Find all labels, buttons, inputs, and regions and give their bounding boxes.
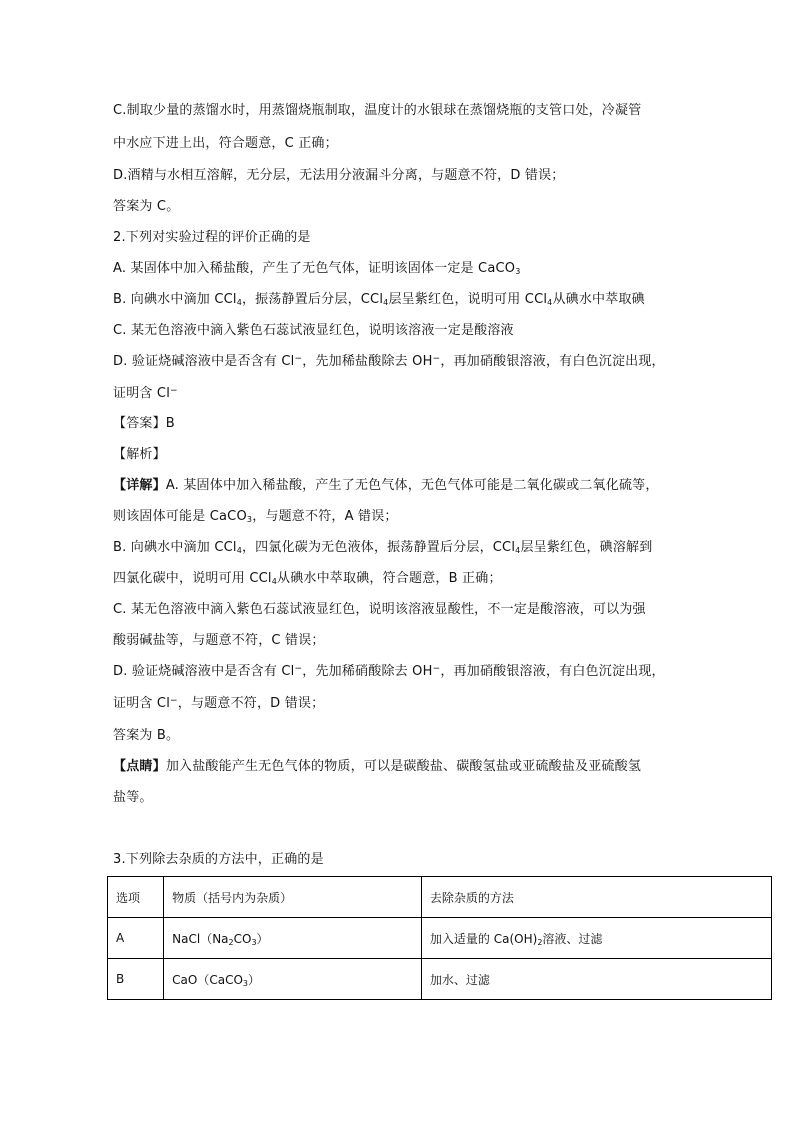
q2-option-a: A. 某固体中加入稀盐酸，产生了无色气体，证明该固体一定是 CaCO$_3$: [113, 261, 521, 276]
question-3-stem: 3.下列除去杂质的方法中，正确的是: [113, 852, 324, 867]
q2-analysis-label: 【解析】: [113, 447, 166, 462]
row-b-substance: CaO（CaCO$_3$）: [164, 959, 422, 1000]
q2-detail-line6: 酸弱碱盐等，与题意不符，C 错误；: [113, 633, 325, 648]
header-option: 选项: [108, 877, 164, 918]
q2-option-d-line1: D. 验证烧碱溶液中是否含有 Cl−，先加稀盐酸除去 OH−，再加硝酸银溶液，有白色沉淀出现，: [113, 354, 665, 369]
header-method: 去除杂质的方法: [421, 877, 771, 918]
table-header-row: [108, 877, 772, 918]
q2-tip-line1: 【点睛】加入盐酸能产生无色气体的物质，可以是碳酸盐、碳酸氢盐或亚硫酸盐及亚硫酸氢: [113, 759, 642, 774]
row-a-option: A: [108, 918, 164, 959]
row-a-substance: $NaCl(Na_2CO_3)$: [164, 918, 422, 959]
q2-detail-line5: C. 某无色溶液中滴入紫色石蕊试液显红色，说明该溶液显酸性，不一定是酸溶液，可以为强: [113, 602, 646, 617]
tip-label: 【点睛】: [113, 759, 166, 774]
c-option-explanation-line2: 中水应下进上出，符合题意，C 正确；: [113, 136, 338, 151]
q2-answer-label: 【答案】B: [113, 416, 175, 431]
q2-detail-line1: 【详解】A. 某固体中加入稀盐酸，产生了无色气体，无色气体可能是二氧化碳或二氧化硫等，: [113, 478, 659, 493]
d-option-explanation: D.酒精与水相互溶解，无分层，无法用分液漏斗分离，与题意不符，D 错误；: [113, 168, 565, 183]
q2-option-d-line2: 证明含 Cl−: [113, 386, 178, 401]
detail-label: 【详解】: [113, 478, 166, 493]
impurity-removal-table: [107, 876, 772, 1000]
q2-detail-line4: 四氯化碳中，说明可用 CCl$_4$从碘水中萃取碘，符合题意，B 正确；: [113, 571, 502, 586]
q2-detail-line2: 则该固体可能是 CaCO$_3$，与题意不符，A 错误；: [113, 509, 398, 524]
row-b-option: B: [108, 959, 164, 1000]
row-b-method: 加水、过滤: [421, 959, 771, 1000]
question-2-stem: 2.下列对实验过程的评价正确的是: [113, 230, 311, 245]
c-option-explanation-line1: C.制取少量的蒸馏水时，用蒸馏烧瓶制取，温度计的水银球在蒸馏烧瓶的支管口处，冷凝管: [113, 103, 642, 118]
q2-detail-line8: 证明含 Cl−，与题意不符，D 错误；: [113, 696, 325, 711]
q2-tip-line2: 盐等。: [113, 790, 153, 805]
answer-q1: 答案为 C。: [113, 199, 180, 214]
q2-option-b: B. 向碘水中滴加 CCl$_4$，振荡静置后分层，CCl$_4$层呈紫红色，说明可用 CCl$_4$从碘水中萃取碘: [113, 292, 645, 307]
row-a-method: 加入适量的 $Ca(OH)_2$溶液、过滤: [421, 918, 771, 959]
q2-answer-statement: 答案为 B。: [113, 728, 180, 743]
q2-detail-line3: B. 向碘水中滴加 CCl$_4$，四氯化碳为无色液体，振荡静置后分层，CCl$_4$层呈紫红色，碘溶解到: [113, 540, 653, 555]
table-row: [108, 918, 772, 959]
q2-option-c: C. 某无色溶液中滴入紫色石蕊试液显红色，说明该溶液一定是酸溶液: [113, 323, 514, 338]
header-substance: 物质（括号内为杂质）: [164, 877, 422, 918]
q2-detail-line7: D. 验证烧碱溶液中是否含有 Cl−，先加稀硝酸除去 OH−，再加硝酸银溶液，有白色沉淀出现，: [113, 664, 665, 679]
table-row: [108, 959, 772, 1000]
